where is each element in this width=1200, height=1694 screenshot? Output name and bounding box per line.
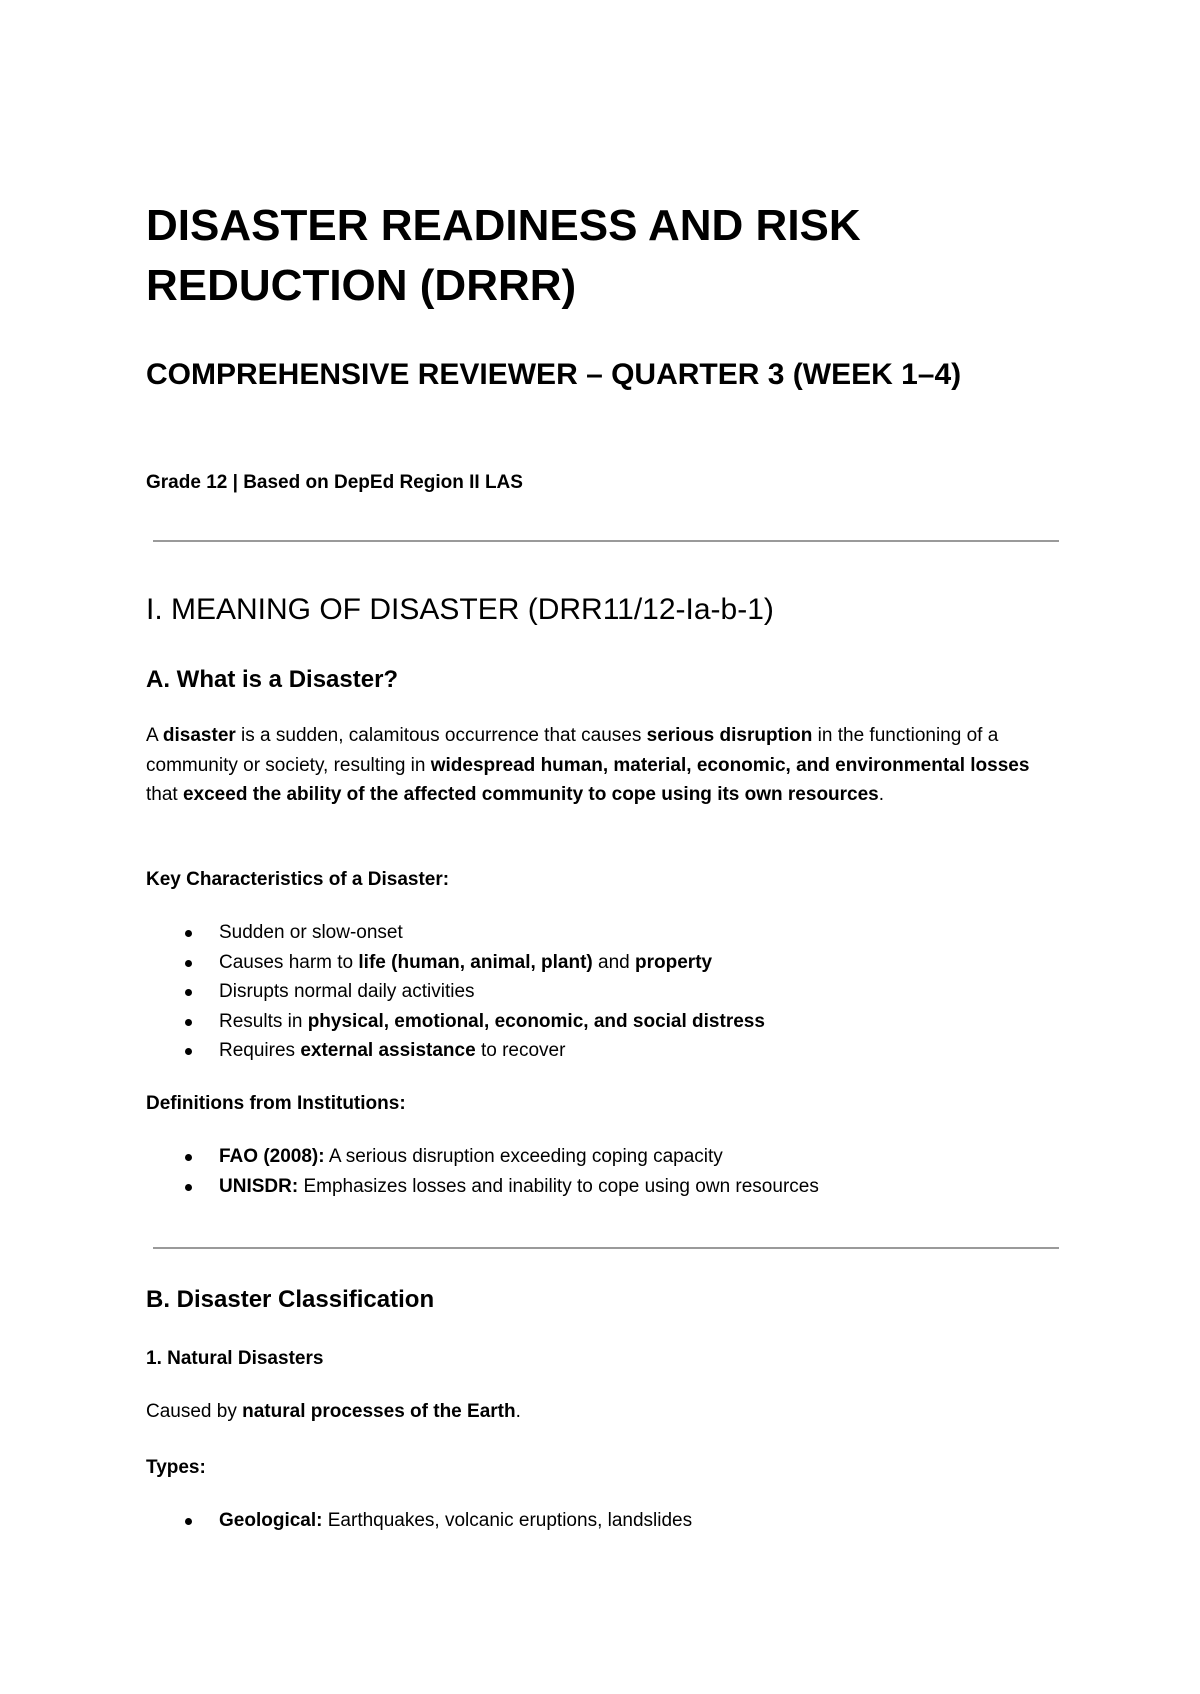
bullet-icon — [185, 930, 192, 937]
item-bold: external assistance — [300, 1040, 476, 1061]
item-bold: Geological: — [219, 1510, 323, 1531]
types-label: Types: — [146, 1457, 206, 1478]
item-bold: life (human, animal, plant) — [358, 951, 593, 973]
item-text: Requires — [219, 1040, 301, 1061]
natural-disasters-desc — [146, 1397, 1066, 1427]
natural-disasters-heading: 1. Natural Disasters — [146, 1348, 324, 1369]
para-bold: serious disruption — [646, 725, 813, 746]
list-item — [146, 1036, 1066, 1066]
para-text: A — [146, 725, 163, 746]
item-bold: physical, emotional, economic, and social distress — [307, 1010, 765, 1032]
item-text: Emphasizes losses and inability to cope using own resources — [298, 1175, 819, 1197]
item-bold: property — [635, 951, 713, 973]
bullet-icon — [185, 1048, 192, 1055]
bullet-icon — [185, 989, 192, 996]
list-item — [146, 1172, 1066, 1202]
para-text: . — [515, 1401, 521, 1422]
bullet-icon — [185, 960, 192, 967]
list-item — [146, 948, 1066, 978]
item-bold: UNISDR: — [219, 1175, 299, 1197]
para-bold: disaster — [162, 725, 236, 746]
para-text: that — [146, 784, 183, 805]
list-item — [146, 1142, 1066, 1172]
definitions-label: Definitions from Institutions: — [146, 1093, 406, 1114]
bullet-icon — [185, 1154, 192, 1161]
para-bold: exceed the ability of the affected community to cope using its own resources — [182, 784, 879, 805]
divider — [153, 1247, 1059, 1249]
item-text: Disrupts normal daily activities — [219, 981, 475, 1002]
item-text: Results in — [219, 1010, 308, 1032]
definition-paragraph — [146, 721, 1066, 810]
item-text: to recover — [475, 1040, 566, 1061]
subsection-heading-what-is: A. What is a Disaster? — [146, 666, 399, 693]
divider — [153, 540, 1059, 542]
para-text: in the functioning of a community or society, resulting in — [146, 725, 999, 776]
item-text: Earthquakes, volcanic eruptions, landslides — [322, 1510, 693, 1531]
subsection-heading-classification: B. Disaster Classification — [146, 1286, 435, 1313]
item-text: A serious disruption exceeding coping capacity — [324, 1146, 723, 1167]
document-title: DISASTER READINESS AND RISK REDUCTION (DRRR) — [146, 201, 861, 310]
list-item — [146, 1007, 1066, 1037]
para-bold: natural processes of the Earth — [242, 1401, 516, 1422]
para-text: . — [878, 784, 885, 805]
bullet-icon — [185, 1019, 192, 1026]
item-text: and — [592, 951, 636, 973]
document-subtitle: COMPREHENSIVE REVIEWER – QUARTER 3 (WEEK 1–4) — [146, 358, 962, 391]
list-item — [146, 1506, 1066, 1536]
characteristics-label: Key Characteristics of a Disaster: — [146, 869, 450, 890]
definitions-list — [146, 1142, 1066, 1201]
section-heading-meaning: I. MEANING OF DISASTER (DRR11/12-Ia-b-1) — [146, 593, 774, 626]
document-meta: Grade 12 | Based on DepEd Region II LAS — [146, 472, 523, 493]
bullet-icon — [185, 1518, 192, 1525]
list-item — [146, 918, 1066, 948]
item-bold: FAO (2008): — [219, 1146, 325, 1167]
para-text: is a sudden, calamitous occurrence that causes — [235, 725, 647, 746]
list-item — [146, 977, 1066, 1007]
para-bold: widespread human, material, economic, and environmental losses — [430, 754, 1030, 776]
item-text: Causes harm to — [219, 951, 359, 973]
para-text: Caused by — [146, 1401, 243, 1422]
types-list — [146, 1506, 1066, 1536]
bullet-icon — [185, 1184, 192, 1191]
characteristics-list — [146, 918, 1066, 1066]
item-text: Sudden or slow-onset — [219, 922, 403, 943]
